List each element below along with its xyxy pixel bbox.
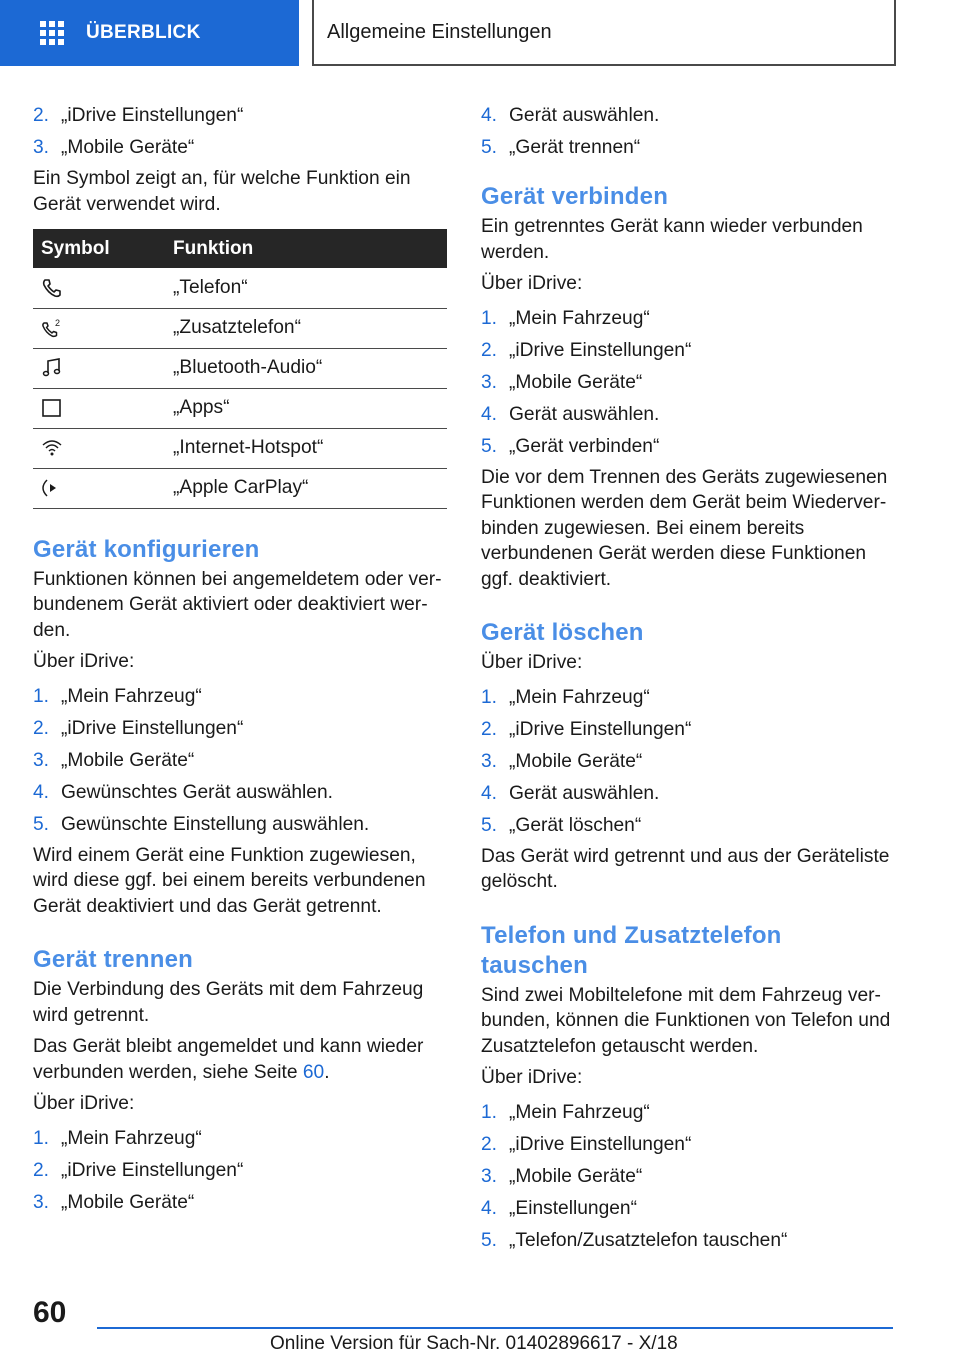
overview-label: ÜBERBLICK: [86, 22, 201, 43]
list-item: 4. Gewünschtes Gerät auswählen.: [33, 781, 333, 803]
table-row: „Bluetooth-Audio“: [33, 348, 447, 388]
paragraph: Das Gerät bleibt angemeldet und kann wieder verbunden werden, siehe Seite 60.: [33, 1036, 424, 1083]
list-item: 2. „iDrive Einstellungen“: [481, 1133, 692, 1155]
list-item: 1. „Mein Fahrzeug“: [33, 685, 202, 707]
paragraph: Die Verbindung des Geräts mit dem Fahrzeug wird getrennt.: [33, 979, 424, 1026]
list-item: 5. „Gerät trennen“: [481, 137, 641, 159]
paragraph: Über iDrive:: [481, 652, 583, 673]
table-header-function: Funktion: [173, 229, 447, 268]
table-row: „Apple CarPlay“: [33, 468, 447, 508]
paragraph: Die vor dem Trennen des Geräts zugewiesenen Funktionen werden dem Gerät beim Wiederverbinden zugewiesen. Bei einem bereits verbundenen Gerät werden diese Funktionen ggf. deaktiviert.: [481, 466, 888, 590]
list-item: 1. „Mein Fahrzeug“: [33, 1127, 202, 1149]
list-item: 5. „Gerät verbinden“: [481, 435, 660, 457]
list-item: 3. „Mobile Geräte“: [481, 750, 643, 772]
list-item: 3. „Mobile Geräte“: [33, 749, 195, 771]
list-item: 2. „iDrive Einstellungen“: [33, 717, 244, 739]
list-item: 4. „Einstellungen“: [481, 1197, 637, 1219]
paragraph: Ein getrenntes Gerät kann wieder verbunden werden.: [481, 216, 863, 263]
table-row: „Internet-Hotspot“: [33, 428, 447, 468]
svg-text:2: 2: [55, 318, 61, 328]
list-item: 3. „Mobile Geräte“: [33, 1191, 195, 1213]
paragraph: Über iDrive:: [33, 1093, 135, 1114]
list-item: 2. „iDrive Einstellungen“: [33, 105, 244, 127]
symbol-table: [33, 229, 447, 509]
wifi-icon: [41, 437, 63, 459]
table-row: 2 „Zusatztelefon“: [33, 308, 447, 348]
footer-divider: [97, 1327, 893, 1329]
heading-connect: Gerät verbinden: [481, 183, 669, 210]
heading-delete: Gerät löschen: [481, 619, 644, 646]
paragraph: Das Gerät wird getrennt und aus der Geräteliste gelöscht.: [481, 845, 890, 892]
table-row: „Telefon“: [33, 268, 447, 308]
paragraph: Funktionen können bei angemeldetem oder verbundenem Gerät aktiviert oder deaktiviert werden.: [33, 568, 442, 641]
page-number: 60: [33, 1296, 67, 1329]
list-item: 2. „iDrive Einstellungen“: [481, 339, 692, 361]
table-header-symbol: Symbol: [33, 229, 173, 268]
grid-menu-icon: [40, 21, 66, 45]
table-row: „Apps“: [33, 388, 447, 428]
heading-configure: Gerät konfigurieren: [33, 535, 260, 563]
right-column: [481, 100, 895, 1257]
list-item: 4. Gerät auswählen.: [481, 105, 660, 127]
online-version-note: Online Version für Sach-Nr. 01402896617 - X/18: [270, 1333, 678, 1354]
list-item: 5. „Gerät löschen“: [481, 814, 642, 836]
left-column: [33, 100, 447, 1219]
paragraph: Wird einem Gerät eine Funktion zugewiesen, wird diese ggf. bei einem bereits verbundenen Gerät deaktiviert und das Gerät getrennt.: [33, 844, 426, 917]
list-item: 4. Gerät auswählen.: [481, 782, 660, 804]
symbol-intro: Ein Symbol zeigt an, für welche Funktion ein Gerät verwendet wird.: [33, 168, 411, 215]
paragraph: Über iDrive:: [33, 651, 135, 672]
phone-icon: [41, 277, 63, 299]
list-item: 3. „Mobile Geräte“: [33, 137, 195, 159]
apps-square-icon: [41, 397, 63, 419]
list-item: 3. „Mobile Geräte“: [481, 371, 643, 393]
page-link[interactable]: 60: [302, 1061, 325, 1083]
list-item: 1. „Mein Fahrzeug“: [481, 1101, 650, 1123]
paragraph: Sind zwei Mobiltelefone mit dem Fahrzeug verbunden, können die Funktionen von Telefon und Zusatztelefon getauscht werden.: [481, 984, 891, 1057]
list-item: 2. „iDrive Einstellungen“: [33, 1159, 244, 1181]
list-item: 3. „Mobile Geräte“: [481, 1165, 643, 1187]
list-item: 5. Gewünschte Einstellung auswählen.: [33, 813, 370, 835]
paragraph: Über iDrive:: [481, 1067, 583, 1088]
carplay-icon: [41, 477, 63, 499]
phone-2-icon: [41, 317, 63, 339]
list-item: 5. „Telefon/Zusatztelefon tauschen“: [481, 1229, 788, 1251]
music-note-icon: [41, 357, 63, 379]
list-item: 1. „Mein Fahrzeug“: [481, 307, 650, 329]
section-title: Allgemeine Einstellungen: [312, 0, 896, 66]
list-item: 4. Gerät auswählen.: [481, 403, 660, 425]
paragraph: Über iDrive:: [481, 273, 583, 294]
list-item: 2. „iDrive Einstellungen“: [481, 718, 692, 740]
heading-swap: Telefon und Zusatztelefon tauschen: [481, 921, 782, 979]
heading-disconnect: Gerät trennen: [33, 946, 193, 973]
overview-tab[interactable]: [0, 0, 299, 66]
list-item: 1. „Mein Fahrzeug“: [481, 686, 650, 708]
